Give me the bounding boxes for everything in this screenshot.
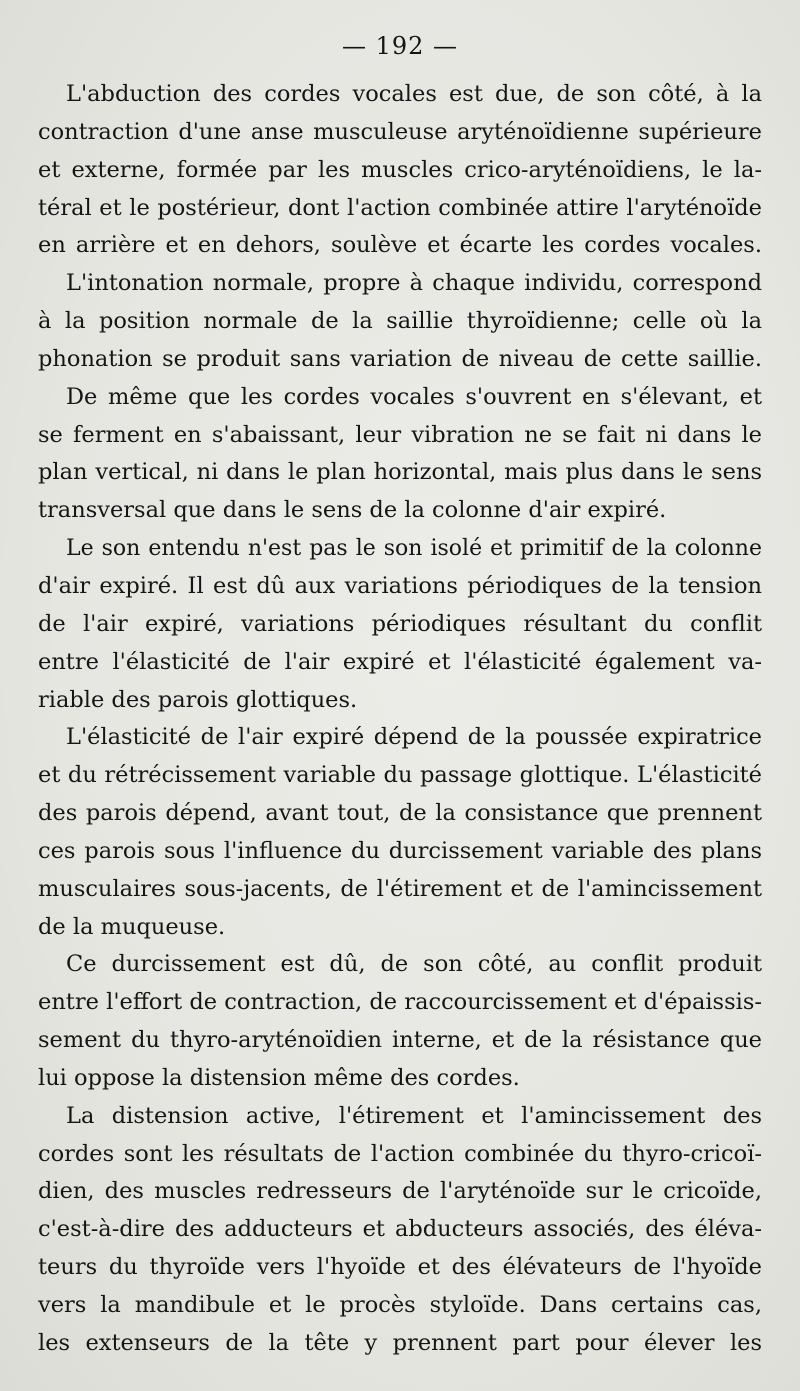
text-line: La distension active, l'étirement et l'amincissement des xyxy=(66,1102,762,1129)
text-line: lui oppose la distension même des cordes. xyxy=(38,1064,520,1091)
text-line: des parois dépend, avant tout, de la consistance que prennent xyxy=(38,800,762,827)
text-line: entre l'élasticité de l'air expiré et l'élasticité également va- xyxy=(38,648,762,675)
text-line: de la muqueuse. xyxy=(38,913,226,940)
text-line: De même que les cordes vocales s'ouvrent en s'élevant, et xyxy=(66,383,762,410)
text-line: phonation se produit sans variation de niveau de cette saillie. xyxy=(38,345,762,372)
text-line: en arrière et en dehors, soulève et écarte les cordes vocales. xyxy=(38,232,762,259)
text-line: vers la mandibule et le procès styloïde. Dans certains cas, xyxy=(38,1292,762,1318)
page-number: — 192 — xyxy=(341,32,459,60)
text-line: L'élasticité de l'air expiré dépend de la poussée expiratrice xyxy=(66,724,762,751)
text-line: entre l'effort de contraction, de raccourcissement et d'épaissis- xyxy=(38,989,762,1016)
paragraph xyxy=(38,530,762,719)
paragraph xyxy=(38,76,762,265)
text-line: dien, des muscles redresseurs de l'aryténoïde sur le cricoïde, xyxy=(38,1178,762,1205)
text-line: de l'air expiré, variations périodiques résultant du conflit xyxy=(38,610,762,637)
text-line: et externe, formée par les muscles crico-aryténoïdiens, le la- xyxy=(38,156,762,183)
paragraph xyxy=(38,1098,762,1363)
text-line: riable des parois glottiques. xyxy=(38,686,358,713)
paragraph xyxy=(38,719,762,946)
text-line: téral et le postérieur, dont l'action combinée attire l'aryténoïde xyxy=(38,194,762,221)
text-line: c'est-à-dire des adducteurs et abducteurs associés, des éléva- xyxy=(38,1216,762,1243)
text-line: ces parois sous l'influence du durcissement variable des plans xyxy=(38,837,762,864)
body-text xyxy=(38,76,762,1363)
text-line: plan vertical, ni dans le plan horizontal, mais plus dans le sens xyxy=(38,459,762,486)
text-line: transversal que dans le sens de la colonne d'air expiré. xyxy=(38,497,667,524)
text-line: cordes sont les résultats de l'action combinée du thyro-cricoï- xyxy=(38,1140,762,1167)
paragraph xyxy=(38,946,762,1097)
text-line: les extenseurs de la tête y prennent part pour élever les xyxy=(38,1329,762,1356)
text-line: teurs du thyroïde vers l'hyoïde et des élévateurs de l'hyoïde xyxy=(38,1254,762,1281)
text-line: sement du thyro-aryténoïdien interne, et de la résistance que xyxy=(38,1027,762,1054)
text-line: L'intonation normale, propre à chaque individu, correspond xyxy=(66,270,762,297)
text-line: L'abduction des cordes vocales est due, de son côté, à la xyxy=(66,81,762,107)
text-line: contraction d'une anse musculeuse aryténoïdienne supérieure xyxy=(38,118,762,145)
text-line: se ferment en s'abaissant, leur vibration ne se fait ni dans le xyxy=(38,421,762,448)
text-line: à la position normale de la saillie thyroïdienne; celle où la xyxy=(38,308,762,335)
paragraph xyxy=(38,379,762,530)
text-line: d'air expiré. Il est dû aux variations périodiques de la tension xyxy=(38,572,762,599)
text-line: et du rétrécissement variable du passage glottique. L'élasticité xyxy=(38,762,762,789)
paragraph xyxy=(38,265,762,379)
text-line: Ce durcissement est dû, de son côté, au conflit produit xyxy=(66,951,762,978)
text-line: Le son entendu n'est pas le son isolé et primitif de la colonne xyxy=(66,536,762,562)
text-line: musculaires sous-jacents, de l'étirement et de l'amincissement xyxy=(38,875,762,902)
